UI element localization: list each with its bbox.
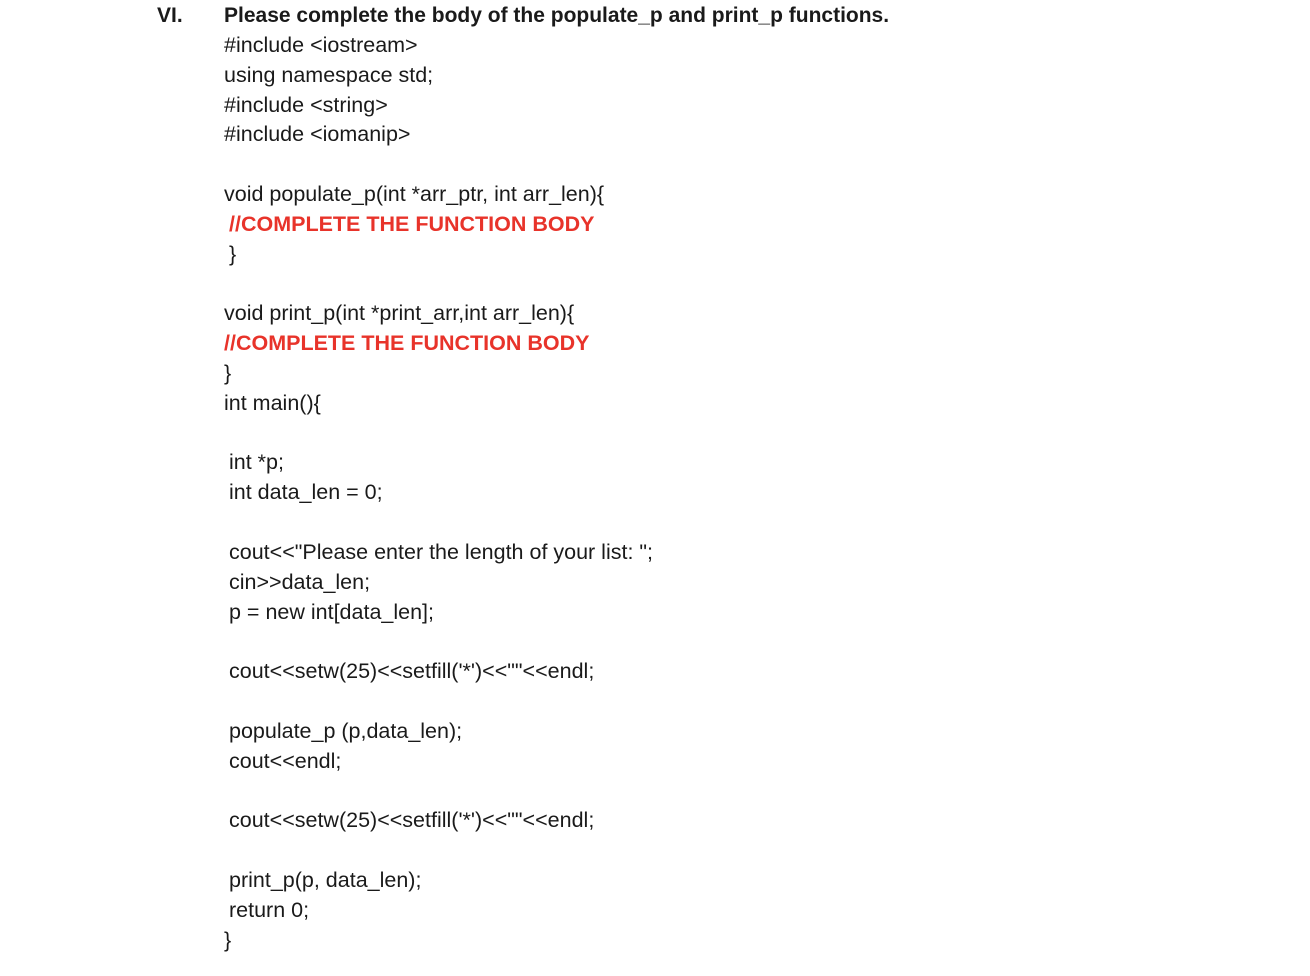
main-line-cout-prompt: cout<<"Please enter the length of your list: "; [229,540,654,564]
code-line-include-iomanip: #include <iomanip> [224,122,411,146]
code-line-include-iostream: #include <iostream> [224,33,418,57]
main-function-signature: int main(){ [224,391,321,415]
print-function-comment: //COMPLETE THE FUNCTION BODY [224,331,590,355]
main-line-call-populate: populate_p (p,data_len); [229,719,463,743]
main-line-declare-p: int *p; [229,450,284,474]
main-line-return: return 0; [229,898,310,922]
populate-function-comment: //COMPLETE THE FUNCTION BODY [229,212,595,236]
main-line-cout-endl: cout<<endl; [229,749,342,773]
code-line-include-string: #include <string> [224,93,388,117]
main-line-cout-setw-2: cout<<setw(25)<<setfill('*')<<""<<endl; [229,808,595,832]
question-prompt: Please complete the body of the populate_p and print_p functions. [224,4,890,27]
main-line-declare-data-len: int data_len = 0; [229,480,383,504]
main-function-close: } [224,928,232,952]
main-line-new-array: p = new int[data_len]; [229,600,434,624]
code-line-using-namespace: using namespace std; [224,63,434,87]
populate-function-signature: void populate_p(int *arr_ptr, int arr_len){ [224,182,605,206]
main-line-cin: cin>>data_len; [229,570,371,594]
question-number: VI. [157,4,183,27]
print-function-signature: void print_p(int *print_arr,int arr_len){ [224,301,575,325]
populate-function-close: } [229,242,237,266]
print-function-close: } [224,361,232,385]
main-line-cout-setw-1: cout<<setw(25)<<setfill('*')<<""<<endl; [229,659,595,683]
main-line-call-print: print_p(p, data_len); [229,868,422,892]
